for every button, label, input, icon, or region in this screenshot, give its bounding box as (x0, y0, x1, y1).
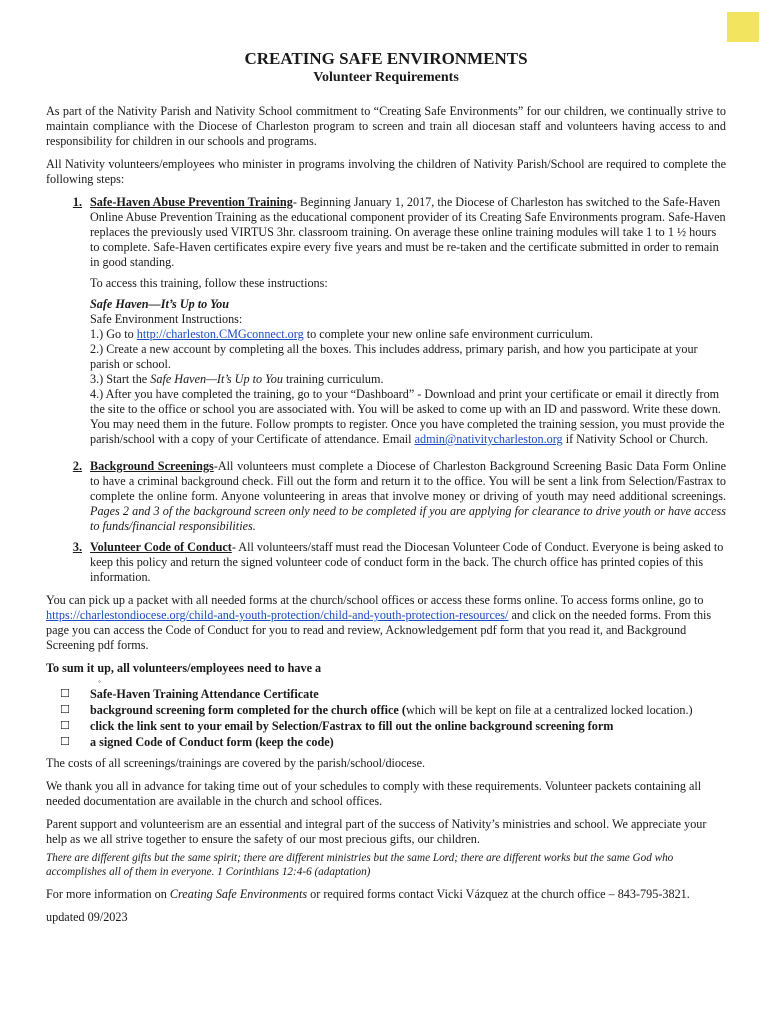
checkbox-icon[interactable]: ☐ (60, 735, 70, 748)
bullet-dot: ◦ (98, 677, 101, 686)
thanks-paragraph: We thank you all in advance for taking time out of your schedules to comply with these requirements. Volunteer packets containing all needed documentation are available in the church and school offices. (46, 779, 702, 808)
safe-haven-title: Safe Haven—It’s Up to You (90, 297, 230, 311)
instructions-label: Safe Environment Instructions: (90, 312, 243, 326)
instruction-4: 4.) After you have completed the training, go to your “Dashboard” - Download and print your certificate or email it directly from the site to the office or school you are associated with. You will be asked to come up with an ID and password. Write these down. You may need them in the future. Follow prompts to register. Once you have completed the training session, you must provide the parish/school with a copy of your Certificate of attendance. Email admin@nativitycharleston.org if Nativity School or Church. (90, 387, 725, 446)
step-1 (46, 195, 726, 453)
step-number: 2. (72, 459, 82, 473)
checkbox-icon[interactable]: ☐ (60, 687, 70, 700)
document-page (46, 49, 726, 933)
checklist-item: ☐ a signed Code of Conduct form (keep the code) (46, 734, 726, 750)
step-title: Background Screenings (90, 459, 214, 473)
updated-date: updated 09/2023 (46, 910, 128, 924)
step-text: - Beginning January 1, 2017, the Diocese of Charleston has switched to the Safe-Haven Online Abuse Prevention Training as the educational component provider of its Creating Safe Environments program. Safe-Haven replaces the previously used VIRTUS 3hr. classroom training. On average these online training modules will take 1 to 1 ½ hours to complete. Safe-Haven certificates expire every five years and must be re-taken and the certificate submitted in order to remain in good standing. (90, 195, 726, 269)
checkbox-icon[interactable]: ☐ (60, 703, 70, 716)
summary-checklist (46, 686, 726, 750)
forms-paragraph: You can pick up a packet with all needed forms at the church/school offices or access these forms online. To access forms online, go to https://charlestondiocese.org/child-and-youth-protection/child-and-youth-protection-resources/ and click on the needed forms. From this page you can access the Code of Conduct for you to read and review, Acknowledgement pdf form that you read it, and Background Screening pdf forms. (46, 593, 712, 652)
instruction-1: 1.) Go to http://charleston.CMGconnect.org to complete your new online safe environment curriculum. (90, 327, 594, 341)
checkbox-icon[interactable]: ☐ (60, 719, 70, 732)
step-number: 1. (72, 195, 82, 209)
page-subtitle: Volunteer Requirements (313, 70, 459, 85)
diocese-resources-link[interactable]: https://charlestondiocese.org/child-and-youth-protection/child-and-youth-protection-resources/ (46, 608, 509, 622)
scripture-quote: There are different gifts but the same spirit; there are different ministries but the same Lord; there are different works but the same God who accomplishes all of them in everyone. 1 Corinthians 12:4-6 (adaptation) (46, 852, 674, 878)
checklist-item: ☐ background screening form completed for the church office (which will be kept on file at a centralized locked location.) (46, 702, 726, 718)
requirements-intro: All Nativity volunteers/employees who minister in programs involving the children of Nativity Parish/School are required to complete the following steps: (46, 157, 726, 186)
access-intro: To access this training, follow these instructions: (90, 276, 328, 290)
step-text: - All volunteers/staff must read the Diocesan Volunteer Code of Conduct. Everyone is being asked to keep this policy and return the signed volunteer code of conduct form in the back. The church office has printed copies of this information. (90, 540, 724, 584)
step-emphasis: Pages 2 and 3 of the background screen only need to be completed if you are applying for clearance to drive youth or have access to funds/financial responsibilities. (90, 504, 726, 533)
step-title: Volunteer Code of Conduct (90, 540, 232, 554)
summary-heading: To sum it up, all volunteers/employees need to have a (46, 661, 322, 675)
step-text: -All volunteers must complete a Diocese of Charleston Background Screening Basic Data Form Online to have a criminal background check. Fill out the form and return it to the office. You will be sent a link from Selection/Fastrax to complete the online form. Anyone volunteering in areas that involve money or driving of youth may need additional screenings. (90, 459, 726, 503)
step-2 (46, 459, 726, 534)
step-number: 3. (72, 540, 82, 554)
step-3 (46, 540, 726, 585)
corner-marker (727, 12, 759, 42)
support-paragraph: Parent support and volunteerism are an essential and integral part of the success of Nativity’s ministries and school. We appreciate your help as we all strive together to ensure the safety of our most precious gifts, our children. (46, 817, 707, 846)
contact-info: For more information on Creating Safe Environments or required forms contact Vicki Vázquez at the church office – 843-795-3821. (46, 887, 690, 901)
page-title: CREATING SAFE ENVIRONMENTS (244, 49, 528, 68)
checklist-item: ☐ Safe-Haven Training Attendance Certificate (46, 686, 726, 702)
cmgconnect-link[interactable]: http://charleston.CMGconnect.org (136, 327, 304, 341)
instruction-2: 2.) Create a new account by completing all the boxes. This includes address, primary parish, and how you participate at your parish or school. (90, 342, 698, 371)
costs-note: The costs of all screenings/trainings are covered by the parish/school/diocese. (46, 756, 426, 770)
admin-email-link[interactable]: admin@nativitycharleston.org (414, 432, 563, 446)
instruction-3: 3.) Start the Safe Haven—It’s Up to You training curriculum. (90, 372, 384, 386)
checklist-item: ☐ click the link sent to your email by Selection/Fastrax to fill out the online background screening form (46, 718, 726, 734)
intro-paragraph: As part of the Nativity Parish and Nativity School commitment to “Creating Safe Environments” for our children, we continually strive to maintain compliance with the Diocese of Charleston program to screen and train all diocesan staff and volunteers having access to and responsibility for children in our schools and programs. (46, 104, 726, 148)
step-title: Safe-Haven Abuse Prevention Training (90, 195, 293, 209)
